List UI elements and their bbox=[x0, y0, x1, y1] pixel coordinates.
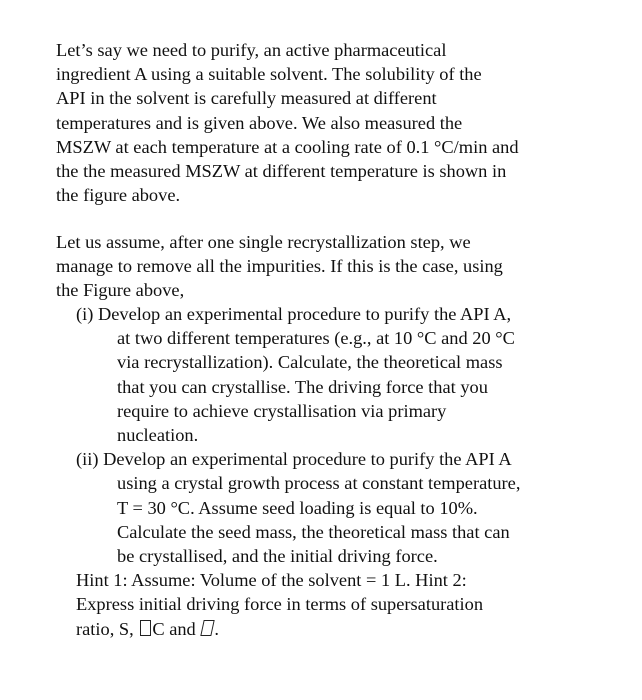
part-ii-line: using a crystal growth process at constant temperature, bbox=[117, 473, 521, 493]
part-ii-line: be crystallised, and the initial driving force. bbox=[117, 546, 438, 566]
assumption-line: manage to remove all the impurities. If this is the case, using bbox=[56, 256, 503, 277]
assumption-paragraph bbox=[56, 230, 503, 303]
hint-final-line bbox=[76, 617, 219, 641]
assumption-line: Let us assume, after one single recrystallization step, we bbox=[56, 232, 471, 252]
part-i-line: that you can crystallise. The driving force that you bbox=[117, 377, 488, 397]
part-ii-line: (ii) Develop an experimental procedure to purify the API A bbox=[76, 449, 512, 469]
assumption-line: the Figure above, bbox=[56, 280, 185, 301]
hint-text: . bbox=[214, 619, 219, 639]
intro-line: the figure above. bbox=[56, 185, 181, 206]
part-i-line: at two different temperatures (e.g., at 10 °C and 20 °C bbox=[117, 328, 515, 348]
part-i-line: nucleation. bbox=[117, 425, 199, 445]
part-i-line: via recrystallization). Calculate, the theoretical mass bbox=[117, 352, 503, 372]
part-i-line: (i) Develop an experimental procedure to purify the API A, bbox=[76, 304, 512, 324]
intro-line: ingredient A using a suitable solvent. The solubility of the bbox=[56, 64, 482, 85]
part-ii-line: Calculate the seed mass, the theoretical mass that can bbox=[117, 522, 510, 542]
intro-paragraph bbox=[56, 38, 519, 207]
intro-line: MSZW at each temperature at a cooling rate of 0.1 °C/min and bbox=[56, 136, 519, 157]
intro-line: API in the solvent is carefully measured at different bbox=[56, 88, 437, 109]
hint-text: C and bbox=[152, 619, 201, 639]
hint-text: ratio, S, bbox=[76, 619, 139, 639]
hint-line: Express initial driving force in terms of supersaturation bbox=[76, 594, 484, 614]
part-ii-line: T = 30 °C. Assume seed loading is equal to 10%. bbox=[117, 498, 478, 518]
part-i-line: require to achieve crystallisation via primary bbox=[117, 401, 447, 421]
hint-line: Hint 1: Assume: Volume of the solvent = 1 L. Hint 2: bbox=[76, 570, 467, 590]
intro-line: the the measured MSZW at different temperature is shown in bbox=[56, 161, 507, 182]
intro-line: Let’s say we need to purify, an active pharmaceutical bbox=[56, 40, 447, 60]
intro-line: temperatures and is given above. We also measured the bbox=[56, 112, 463, 133]
missing-glyph-delta-icon bbox=[140, 620, 151, 636]
missing-glyph-sigma-icon bbox=[201, 620, 215, 636]
